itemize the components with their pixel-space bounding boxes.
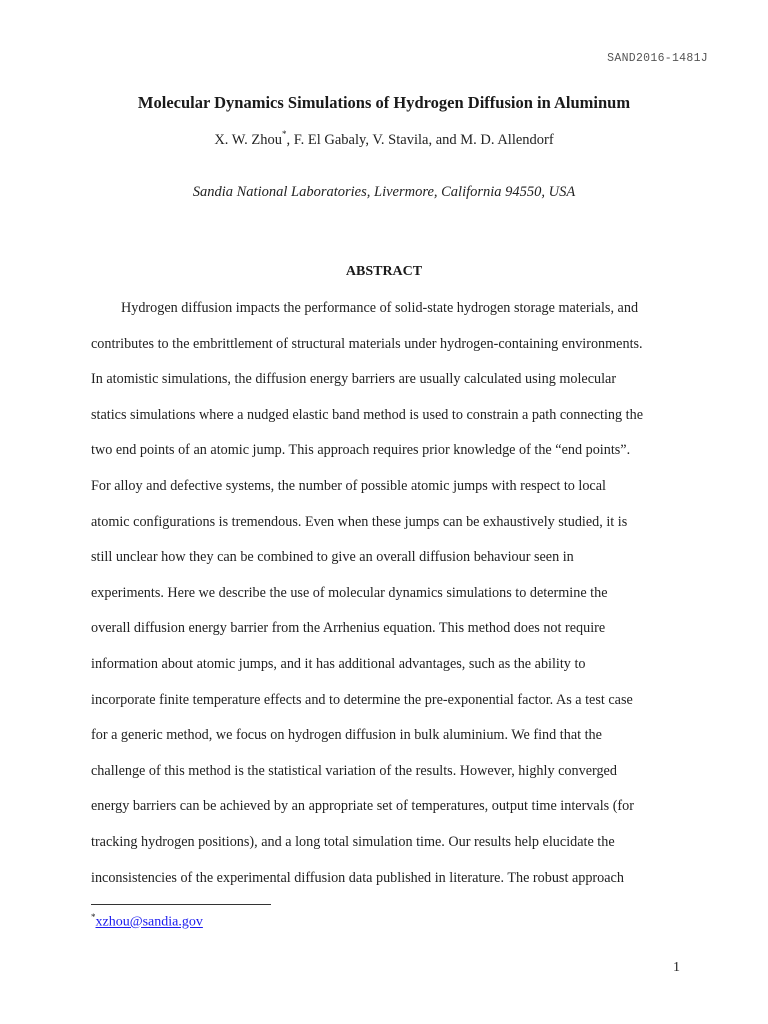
abstract-line: challenge of this method is the statistical variation of the results. However, highly converged (91, 762, 617, 779)
footnote-divider (91, 904, 271, 905)
abstract-line: tracking hydrogen positions), and a long total simulation time. Our results help elucidate the (91, 833, 615, 850)
abstract-line: inconsistencies of the experimental diffusion data published in literature. The robust approach (91, 869, 624, 886)
paper-title: Molecular Dynamics Simulations of Hydrogen Diffusion in Aluminum (137, 93, 631, 112)
author-first: X. W. Zhou (214, 131, 282, 148)
affiliation: Sandia National Laboratories, Livermore, California 94550, USA (192, 184, 576, 200)
author-rest: , F. El Gabaly, V. Stavila, and M. D. Allendorf (286, 131, 554, 148)
abstract-heading: ABSTRACT (345, 264, 423, 279)
author-list (0, 130, 768, 149)
abstract-line: energy barriers can be achieved by an appropriate set of temperatures, output time intervals (for (91, 798, 634, 815)
report-number: SAND2016-1481J (607, 52, 708, 65)
page-number: 1 (673, 960, 680, 975)
abstract-line: for a generic method, we focus on hydrogen diffusion in bulk aluminium. We find that the (91, 727, 602, 744)
abstract-line: statics simulations where a nudged elastic band method is used to constrain a path connecting the (91, 406, 643, 423)
footnote-marker: * (91, 912, 96, 922)
abstract-line: still unclear how they can be combined to give an overall diffusion behaviour seen in (91, 549, 574, 566)
author-email-link[interactable]: xzhou@sandia.gov (95, 914, 203, 930)
abstract-line: two end points of an atomic jump. This approach requires prior knowledge of the “end points”. (91, 442, 631, 459)
abstract-line: overall diffusion energy barrier from the Arrhenius equation. This method does not require (91, 620, 606, 637)
corresponding-author-marker: * (281, 129, 287, 139)
abstract-line: atomic configurations is tremendous. Even when these jumps can be exhaustively studied, it is (91, 513, 628, 530)
abstract-line: In atomistic simulations, the diffusion energy barriers are usually calculated using molecular (91, 371, 617, 388)
abstract-line: experiments. Here we describe the use of molecular dynamics simulations to determine the (91, 584, 608, 601)
abstract-line: Hydrogen diffusion impacts the performance of solid-state hydrogen storage materials, and (121, 300, 639, 316)
abstract-line: information about atomic jumps, and it has additional advantages, such as the ability to (91, 655, 586, 672)
abstract-line: incorporate finite temperature effects and to determine the pre-exponential factor. As a test case (91, 691, 633, 708)
abstract-line: For alloy and defective systems, the number of possible atomic jumps with respect to local (91, 477, 606, 494)
abstract-body (91, 297, 691, 902)
footnote (91, 912, 203, 931)
abstract-line: contributes to the embrittlement of structural materials under hydrogen-containing environments. (91, 335, 643, 352)
